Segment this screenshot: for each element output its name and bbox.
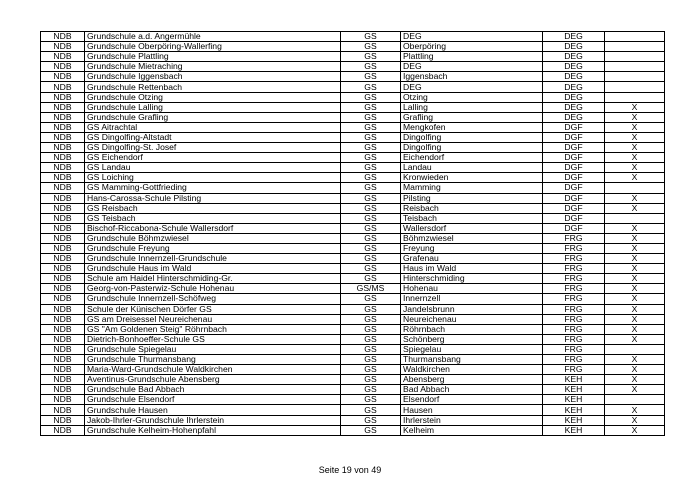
county-cell: DEG (543, 52, 605, 62)
marker-cell (605, 52, 665, 62)
location-cell: Bad Abbach (401, 385, 543, 395)
marker-cell: X (605, 233, 665, 243)
school-name-cell: Jakob-Ihrler-Grundschule Ihrlerstein (85, 415, 341, 425)
district-cell: NDB (41, 213, 85, 223)
school-name-cell: Bischof-Riccabona-Schule Wallersdorf (85, 223, 341, 233)
location-cell: Oberpöring (401, 42, 543, 52)
school-name-cell: Schule am Haidel Hinterschmiding-Gr. (85, 274, 341, 284)
school-type-cell: GS (341, 72, 401, 82)
district-cell: NDB (41, 203, 85, 213)
marker-cell: X (605, 112, 665, 122)
school-name-cell: Grundschule Elsendorf (85, 395, 341, 405)
location-cell: Haus im Wald (401, 264, 543, 274)
district-cell: NDB (41, 284, 85, 294)
school-name-cell: Aventinus-Grundschule Abensberg (85, 375, 341, 385)
district-cell: NDB (41, 274, 85, 284)
school-type-cell: GS (341, 62, 401, 72)
school-name-cell: GS Eichendorf (85, 153, 341, 163)
district-cell: NDB (41, 223, 85, 233)
marker-cell: X (605, 264, 665, 274)
school-name-cell: GS Landau (85, 163, 341, 173)
school-type-cell: GS (341, 153, 401, 163)
location-cell: Freyung (401, 243, 543, 253)
district-cell: NDB (41, 314, 85, 324)
county-cell: DGF (543, 122, 605, 132)
district-cell: NDB (41, 254, 85, 264)
school-type-cell: GS/MS (341, 284, 401, 294)
marker-cell: X (605, 415, 665, 425)
school-type-cell: GS (341, 112, 401, 122)
table-row (41, 243, 665, 253)
location-cell: DEG (401, 32, 543, 42)
marker-cell (605, 92, 665, 102)
marker-cell (605, 82, 665, 92)
county-cell: FRG (543, 365, 605, 375)
table-row (41, 213, 665, 223)
location-cell: Waldkirchen (401, 365, 543, 375)
school-type-cell: GS (341, 355, 401, 365)
county-cell: DGF (543, 193, 605, 203)
school-type-cell: GS (341, 314, 401, 324)
county-cell: DEG (543, 112, 605, 122)
school-name-cell: Grundschule Otzing (85, 92, 341, 102)
school-name-cell: Grundschule Haus im Wald (85, 264, 341, 274)
location-cell: Elsendorf (401, 395, 543, 405)
school-type-cell: GS (341, 425, 401, 435)
location-cell: Dingolfing (401, 132, 543, 142)
table-row (41, 173, 665, 183)
school-name-cell: GS "Am Goldenen Steig" Röhrnbach (85, 324, 341, 334)
school-name-cell: Grundschule a.d. Angermühle (85, 32, 341, 42)
district-cell: NDB (41, 355, 85, 365)
district-cell: NDB (41, 32, 85, 42)
marker-cell (605, 32, 665, 42)
location-cell: DEG (401, 82, 543, 92)
district-cell: NDB (41, 264, 85, 274)
marker-cell: X (605, 365, 665, 375)
table-row (41, 32, 665, 42)
school-type-cell: GS (341, 163, 401, 173)
school-name-cell: Grundschule Thurmansbang (85, 355, 341, 365)
school-type-cell: GS (341, 102, 401, 112)
location-cell: Hinterschmiding (401, 274, 543, 284)
school-type-cell: GS (341, 365, 401, 375)
marker-cell: X (605, 375, 665, 385)
school-name-cell: GS Teisbach (85, 213, 341, 223)
table-row (41, 264, 665, 274)
school-type-cell: GS (341, 304, 401, 314)
district-cell: NDB (41, 173, 85, 183)
district-cell: NDB (41, 233, 85, 243)
location-cell: DEG (401, 62, 543, 72)
district-cell: NDB (41, 143, 85, 153)
table-row (41, 284, 665, 294)
school-type-cell: GS (341, 294, 401, 304)
school-name-cell: Hans-Carossa-Schule Pilsting (85, 193, 341, 203)
location-cell: Böhmzwiesel (401, 233, 543, 243)
page-footer: Seite 19 von 49 (318, 465, 382, 475)
district-cell: NDB (41, 395, 85, 405)
table-row (41, 82, 665, 92)
district-cell: NDB (41, 92, 85, 102)
district-cell: NDB (41, 122, 85, 132)
county-cell: DEG (543, 32, 605, 42)
school-name-cell: Grundschule Innernzell-Schöfweg (85, 294, 341, 304)
table-row (41, 102, 665, 112)
district-cell: NDB (41, 385, 85, 395)
county-cell: DGF (543, 132, 605, 142)
county-cell: FRG (543, 344, 605, 354)
location-cell: Reisbach (401, 203, 543, 213)
location-cell: Ihrlerstein (401, 415, 543, 425)
table-row (41, 324, 665, 334)
location-cell: Röhrnbach (401, 324, 543, 334)
school-name-cell: Maria-Ward-Grundschule Waldkirchen (85, 365, 341, 375)
location-cell: Pilsting (401, 193, 543, 203)
location-cell: Mengkofen (401, 122, 543, 132)
location-cell: Iggensbach (401, 72, 543, 82)
location-cell: Dingolfing (401, 143, 543, 153)
marker-cell: X (605, 425, 665, 435)
table-row (41, 355, 665, 365)
table-row (41, 304, 665, 314)
county-cell: FRG (543, 284, 605, 294)
school-type-cell: GS (341, 173, 401, 183)
table-row (41, 193, 665, 203)
table-row (41, 425, 665, 435)
county-cell: DGF (543, 173, 605, 183)
school-type-cell: GS (341, 233, 401, 243)
school-type-cell: GS (341, 52, 401, 62)
county-cell: FRG (543, 233, 605, 243)
school-type-cell: GS (341, 32, 401, 42)
school-name-cell: Grundschule Oberpöring-Wallerfing (85, 42, 341, 52)
table-row (41, 334, 665, 344)
county-cell: FRG (543, 254, 605, 264)
location-cell: Teisbach (401, 213, 543, 223)
school-name-cell: Grundschule Rettenbach (85, 82, 341, 92)
county-cell: FRG (543, 334, 605, 344)
table-row (41, 122, 665, 132)
school-name-cell: Grundschule Böhmzwiesel (85, 233, 341, 243)
marker-cell (605, 213, 665, 223)
school-type-cell: GS (341, 274, 401, 284)
table-row (41, 254, 665, 264)
marker-cell: X (605, 223, 665, 233)
county-cell: KEH (543, 395, 605, 405)
county-cell: FRG (543, 324, 605, 334)
county-cell: FRG (543, 314, 605, 324)
table-row (41, 294, 665, 304)
table-row (41, 415, 665, 425)
county-cell: DGF (543, 203, 605, 213)
marker-cell: X (605, 355, 665, 365)
school-name-cell: Dietrich-Bonhoeffer-Schule GS (85, 334, 341, 344)
county-cell: FRG (543, 274, 605, 284)
district-cell: NDB (41, 415, 85, 425)
district-cell: NDB (41, 102, 85, 112)
marker-cell: X (605, 274, 665, 284)
county-cell: KEH (543, 405, 605, 415)
school-name-cell: Grundschule Iggensbach (85, 72, 341, 82)
table-row (41, 143, 665, 153)
school-type-cell: GS (341, 82, 401, 92)
table-row (41, 62, 665, 72)
table-row (41, 344, 665, 354)
table-row (41, 72, 665, 82)
school-name-cell: GS Mamming-Gottfrieding (85, 183, 341, 193)
school-type-cell: GS (341, 243, 401, 253)
school-name-cell: GS am Dreisessel Neureichenau (85, 314, 341, 324)
marker-cell: X (605, 284, 665, 294)
county-cell: KEH (543, 375, 605, 385)
table-row (41, 183, 665, 193)
school-name-cell: GS Dingolfing-Altstadt (85, 132, 341, 142)
county-cell: DGF (543, 223, 605, 233)
marker-cell: X (605, 153, 665, 163)
school-type-cell: GS (341, 143, 401, 153)
table-row (41, 92, 665, 102)
school-name-cell: Grundschule Grafling (85, 112, 341, 122)
marker-cell (605, 62, 665, 72)
school-name-cell: GS Reisbach (85, 203, 341, 213)
county-cell: DGF (543, 143, 605, 153)
district-cell: NDB (41, 42, 85, 52)
marker-cell: X (605, 324, 665, 334)
school-type-cell: GS (341, 122, 401, 132)
school-type-cell: GS (341, 334, 401, 344)
marker-cell: X (605, 102, 665, 112)
school-name-cell: Grundschule Bad Abbach (85, 385, 341, 395)
district-cell: NDB (41, 52, 85, 62)
school-name-cell: Grundschule Lalling (85, 102, 341, 112)
district-cell: NDB (41, 132, 85, 142)
location-cell: Otzing (401, 92, 543, 102)
table-row (41, 385, 665, 395)
school-type-cell: GS (341, 264, 401, 274)
school-type-cell: GS (341, 344, 401, 354)
county-cell: FRG (543, 304, 605, 314)
county-cell: KEH (543, 415, 605, 425)
location-cell: Wallersdorf (401, 223, 543, 233)
table-row (41, 395, 665, 405)
school-type-cell: GS (341, 405, 401, 415)
marker-cell: X (605, 193, 665, 203)
school-table (40, 31, 665, 436)
table-row (41, 42, 665, 52)
table-row (41, 132, 665, 142)
table-row (41, 365, 665, 375)
school-type-cell: GS (341, 395, 401, 405)
school-type-cell: GS (341, 183, 401, 193)
marker-cell (605, 42, 665, 52)
location-cell: Landau (401, 163, 543, 173)
marker-cell: X (605, 405, 665, 415)
county-cell: KEH (543, 425, 605, 435)
marker-cell: X (605, 143, 665, 153)
marker-cell: X (605, 304, 665, 314)
location-cell: Plattling (401, 52, 543, 62)
location-cell: Thurmansbang (401, 355, 543, 365)
marker-cell: X (605, 173, 665, 183)
district-cell: NDB (41, 183, 85, 193)
marker-cell (605, 395, 665, 405)
county-cell: DEG (543, 42, 605, 52)
location-cell: Schönberg (401, 334, 543, 344)
school-type-cell: GS (341, 42, 401, 52)
location-cell: Hohenau (401, 284, 543, 294)
location-cell: Innernzell (401, 294, 543, 304)
school-type-cell: GS (341, 132, 401, 142)
table-row (41, 153, 665, 163)
district-cell: NDB (41, 375, 85, 385)
school-type-cell: GS (341, 324, 401, 334)
marker-cell: X (605, 163, 665, 173)
school-name-cell: Grundschule Plattling (85, 52, 341, 62)
school-type-cell: GS (341, 223, 401, 233)
location-cell: Jandelsbrunn (401, 304, 543, 314)
location-cell: Hausen (401, 405, 543, 415)
school-name-cell: GS Loiching (85, 173, 341, 183)
marker-cell: X (605, 385, 665, 395)
county-cell: DEG (543, 92, 605, 102)
location-cell: Grafenau (401, 254, 543, 264)
district-cell: NDB (41, 344, 85, 354)
table-row (41, 274, 665, 284)
marker-cell (605, 72, 665, 82)
school-name-cell: Georg-von-Pasterwiz-Schule Hohenau (85, 284, 341, 294)
school-name-cell: Grundschule Mietraching (85, 62, 341, 72)
county-cell: FRG (543, 294, 605, 304)
table-row (41, 163, 665, 173)
county-cell: DEG (543, 62, 605, 72)
location-cell: Mamming (401, 183, 543, 193)
school-name-cell: Grundschule Kelheim-Hohenpfahl (85, 425, 341, 435)
table-row (41, 405, 665, 415)
school-type-cell: GS (341, 375, 401, 385)
school-type-cell: GS (341, 385, 401, 395)
school-type-cell: GS (341, 213, 401, 223)
marker-cell: X (605, 294, 665, 304)
location-cell: Spiegelau (401, 344, 543, 354)
county-cell: DGF (543, 163, 605, 173)
school-name-cell: Schule der Künischen Dörfer GS (85, 304, 341, 314)
school-type-cell: GS (341, 415, 401, 425)
location-cell: Abensberg (401, 375, 543, 385)
school-type-cell: GS (341, 203, 401, 213)
district-cell: NDB (41, 334, 85, 344)
marker-cell: X (605, 122, 665, 132)
district-cell: NDB (41, 112, 85, 122)
school-name-cell: GS Dingolfing-St. Josef (85, 143, 341, 153)
location-cell: Grafling (401, 112, 543, 122)
county-cell: FRG (543, 243, 605, 253)
marker-cell: X (605, 314, 665, 324)
school-type-cell: GS (341, 254, 401, 264)
location-cell: Neureichenau (401, 314, 543, 324)
county-cell: DGF (543, 213, 605, 223)
table-row (41, 375, 665, 385)
school-name-cell: GS Aitrachtal (85, 122, 341, 132)
district-cell: NDB (41, 153, 85, 163)
county-cell: DGF (543, 183, 605, 193)
district-cell: NDB (41, 72, 85, 82)
district-cell: NDB (41, 163, 85, 173)
district-cell: NDB (41, 425, 85, 435)
district-cell: NDB (41, 304, 85, 314)
district-cell: NDB (41, 294, 85, 304)
county-cell: DEG (543, 72, 605, 82)
marker-cell: X (605, 132, 665, 142)
district-cell: NDB (41, 82, 85, 92)
table-row (41, 52, 665, 62)
district-cell: NDB (41, 365, 85, 375)
marker-cell: X (605, 254, 665, 264)
table-row (41, 233, 665, 243)
location-cell: Kronwieden (401, 173, 543, 183)
county-cell: KEH (543, 385, 605, 395)
location-cell: Kelheim (401, 425, 543, 435)
county-cell: FRG (543, 264, 605, 274)
table-row (41, 223, 665, 233)
school-table-body (41, 32, 665, 436)
county-cell: DEG (543, 102, 605, 112)
school-type-cell: GS (341, 193, 401, 203)
table-row (41, 203, 665, 213)
marker-cell: X (605, 334, 665, 344)
district-cell: NDB (41, 243, 85, 253)
marker-cell (605, 183, 665, 193)
district-cell: NDB (41, 62, 85, 72)
marker-cell: X (605, 203, 665, 213)
district-cell: NDB (41, 405, 85, 415)
county-cell: DEG (543, 82, 605, 92)
marker-cell: X (605, 243, 665, 253)
district-cell: NDB (41, 324, 85, 334)
county-cell: DGF (543, 153, 605, 163)
location-cell: Lalling (401, 102, 543, 112)
location-cell: Eichendorf (401, 153, 543, 163)
district-cell: NDB (41, 193, 85, 203)
school-name-cell: Grundschule Freyung (85, 243, 341, 253)
marker-cell (605, 344, 665, 354)
school-name-cell: Grundschule Innernzell-Grundschule (85, 254, 341, 264)
school-type-cell: GS (341, 92, 401, 102)
school-name-cell: Grundschule Spiegelau (85, 344, 341, 354)
county-cell: FRG (543, 355, 605, 365)
school-name-cell: Grundschule Hausen (85, 405, 341, 415)
table-row (41, 314, 665, 324)
table-row (41, 112, 665, 122)
